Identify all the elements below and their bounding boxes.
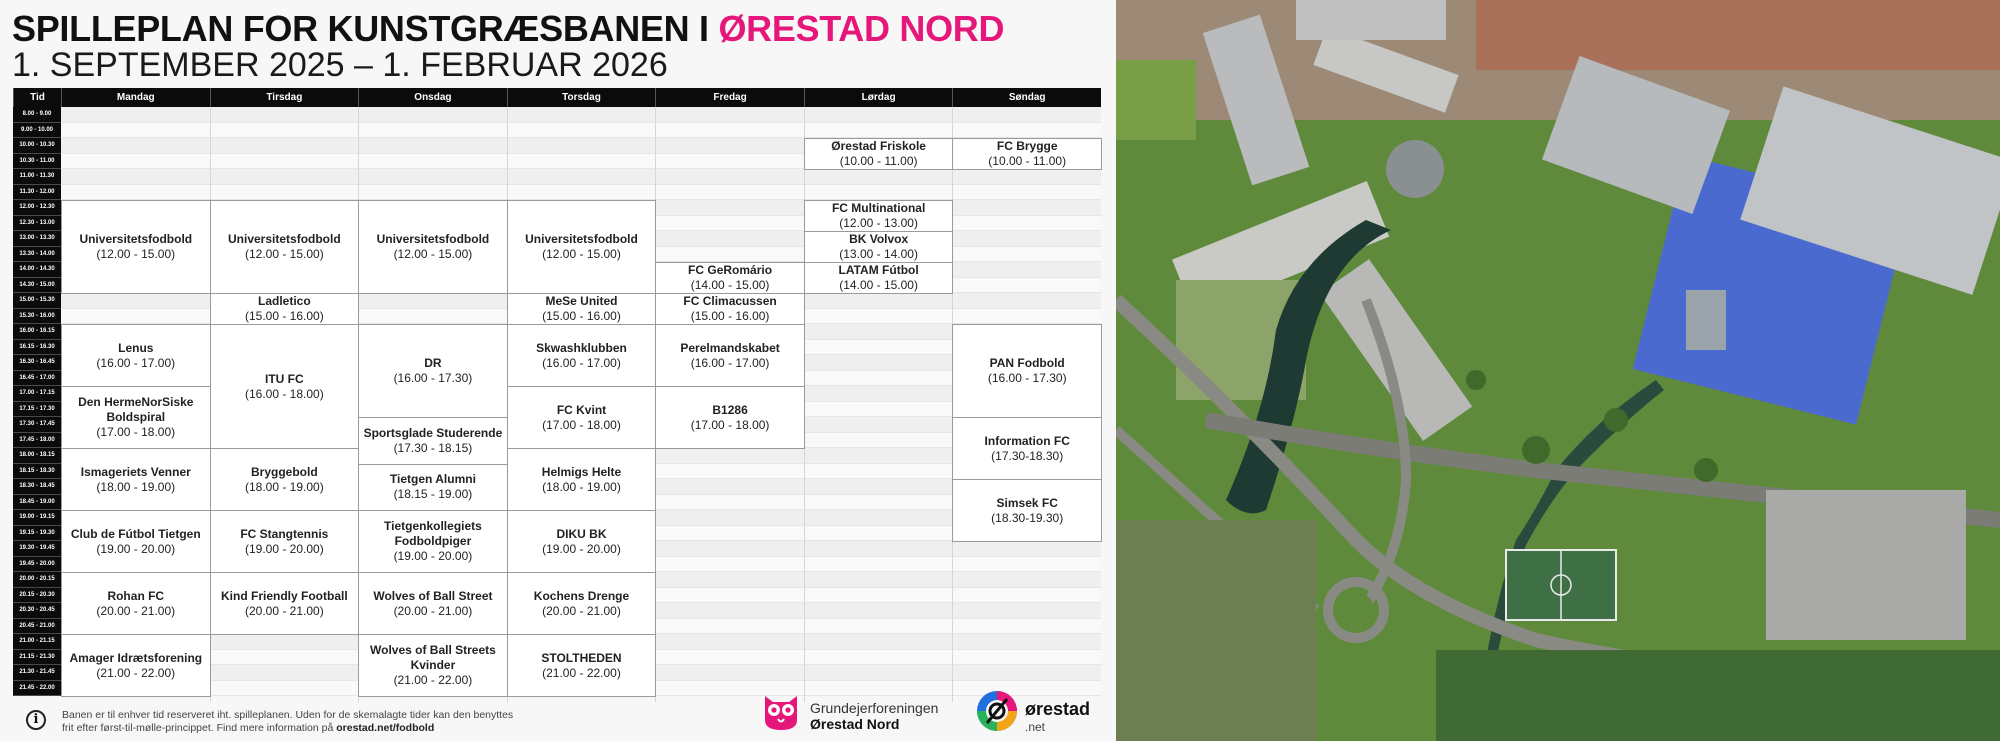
booking-team: LATAM Fútbol [838, 263, 919, 277]
footer-link[interactable]: orestad.net/fodbold [336, 722, 435, 734]
booking-block [804, 231, 954, 263]
booking-block [655, 293, 805, 325]
day-header: Mandag [61, 88, 210, 107]
time-label: 20.45 - 21.00 [13, 619, 61, 635]
schedule-row [61, 123, 1101, 139]
schedule-grid [13, 88, 1101, 702]
booking-time: (16.00 - 17.30) [393, 371, 473, 385]
booking-time: (21.00 - 22.00) [542, 665, 621, 680]
time-label: 16.45 - 17.00 [13, 371, 61, 387]
schedule-row [61, 169, 1101, 185]
booking-time: (17.30-18.30) [991, 448, 1064, 463]
booking-team: FC Kvint [556, 402, 607, 417]
booking-time: (15.00 - 16.00) [690, 309, 770, 323]
time-label: 8.00 - 9.00 [13, 107, 61, 123]
booking-time: (20.00 - 21.00) [542, 603, 621, 618]
booking-time: (14.00 - 15.00) [839, 278, 918, 292]
time-label: 13.30 - 14.00 [13, 247, 61, 263]
booking-block [507, 634, 657, 697]
time-label: 15.30 - 16.00 [13, 309, 61, 325]
booking-team: Amager Idrætsforening [69, 650, 203, 665]
grundejer-logo-text [810, 700, 938, 732]
booking-team: ITU FC [265, 371, 304, 386]
booking-team: Wolves of Ball Street [373, 588, 493, 603]
booking-time: (17.00 - 18.00) [542, 417, 621, 432]
booking-block [952, 417, 1102, 480]
time-label: 19.15 - 19.30 [13, 526, 61, 542]
booking-block [61, 386, 211, 449]
day-header: Søndag [952, 88, 1101, 107]
footer-note [62, 709, 522, 735]
booking-team: Rohan FC [107, 588, 165, 603]
booking-block [507, 510, 657, 573]
booking-block [507, 572, 657, 635]
logo2-sub: .net [1025, 720, 1046, 734]
booking-team: Club de Fútbol Tietgen [70, 526, 201, 541]
booking-block [507, 448, 657, 511]
booking-block [210, 200, 360, 294]
day-header: Torsdag [507, 88, 656, 107]
booking-team: Universitetsfodbold [79, 232, 193, 246]
time-label: 21.00 - 21.15 [13, 634, 61, 650]
booking-block [61, 448, 211, 511]
time-label: 16.30 - 16.45 [13, 355, 61, 371]
time-label: 18.15 - 18.30 [13, 464, 61, 480]
time-label: 12.00 - 12.30 [13, 200, 61, 216]
booking-time: (16.00 - 17.00) [690, 355, 770, 370]
time-label: 21.15 - 21.30 [13, 650, 61, 666]
booking-time: (10.00 - 11.00) [988, 154, 1067, 168]
booking-block [655, 386, 805, 449]
booking-block [358, 464, 508, 512]
booking-team: Universitetsfodbold [376, 232, 490, 246]
booking-team: BK Volvox [849, 232, 909, 246]
day-header: Fredag [655, 88, 804, 107]
booking-time: (12.00 - 15.00) [244, 247, 324, 261]
booking-block [210, 572, 360, 635]
time-label: 17.45 - 18.00 [13, 433, 61, 449]
booking-team: FC Stangtennis [240, 526, 329, 541]
aerial-map-illustration [1116, 0, 2000, 741]
schedule-row [61, 185, 1101, 201]
time-label: 18.30 - 18.45 [13, 479, 61, 495]
booking-block [507, 293, 657, 325]
booking-time: (18.30-19.30) [991, 510, 1064, 525]
booking-team: MeSe United [545, 294, 618, 308]
time-label: 21.30 - 21.45 [13, 665, 61, 681]
time-column-header: Tid [13, 88, 61, 107]
booking-block [61, 324, 211, 387]
booking-time: (21.00 - 22.00) [393, 673, 473, 687]
booking-time: (18.00 - 19.00) [542, 479, 621, 494]
booking-team: FC Climacussen [683, 294, 777, 308]
booking-team: Perelmandskabet [680, 340, 780, 355]
booking-time: (13.00 - 14.00) [839, 247, 918, 261]
booking-team: Simsek FC [996, 495, 1058, 510]
booking-time: (12.00 - 15.00) [96, 247, 176, 261]
booking-time: (12.00 - 15.00) [393, 247, 473, 261]
orestad-logo-icon [974, 688, 1020, 734]
booking-team: Bryggebold [251, 464, 318, 479]
booking-time: (20.00 - 21.00) [96, 603, 176, 618]
time-label: 9.00 - 10.00 [13, 123, 61, 139]
booking-block [210, 448, 360, 511]
day-header: Tirsdag [210, 88, 359, 107]
booking-time: (18.00 - 19.00) [244, 479, 324, 494]
booking-team: B1286 [712, 402, 748, 417]
time-label: 20.15 - 20.30 [13, 588, 61, 604]
booking-team: PAN Fodbold [989, 356, 1065, 370]
info-icon: i [26, 710, 46, 730]
time-label: 18.45 - 19.00 [13, 495, 61, 511]
time-label: 17.15 - 17.30 [13, 402, 61, 418]
booking-block [61, 634, 211, 697]
booking-team: Den HermeNorSiske Boldspiral [78, 395, 194, 424]
booking-team: DR [424, 356, 442, 370]
day-header: Onsdag [358, 88, 507, 107]
booking-block [655, 262, 805, 294]
booking-block [358, 324, 508, 418]
footer-note-text: Banen er til enhver tid reserveret iht. spilleplanen. Uden for de skemalagte tider kan den benyttes frit efter først-til-mølle-princippet. Find mere information på [62, 709, 514, 734]
booking-team: Helmigs Helte [541, 464, 622, 479]
logo1-sub: Ørestad Nord [810, 716, 900, 732]
booking-block [804, 262, 954, 294]
title-accent: ØRESTAD NORD [718, 8, 1005, 49]
booking-time: (18.00 - 19.00) [96, 479, 176, 494]
booking-time: (10.00 - 11.00) [839, 154, 918, 168]
booking-team: Lenus [118, 340, 154, 355]
logo2-name: ørestad [1025, 699, 1091, 719]
booking-time: (16.00 - 17.00) [542, 355, 621, 370]
time-label: 17.30 - 17.45 [13, 417, 61, 433]
booking-time: (19.00 - 20.00) [244, 541, 324, 556]
booking-team: Information FC [984, 433, 1070, 448]
orestad-net-text [1025, 700, 1090, 736]
booking-team: Tietgen Alumni [389, 472, 476, 487]
booking-time: (14.00 - 15.00) [690, 278, 770, 292]
booking-block [358, 634, 508, 697]
time-label: 13.00 - 13.30 [13, 231, 61, 247]
day-header: Lørdag [804, 88, 953, 107]
booking-team: Sportsglade Studerende [363, 425, 503, 440]
booking-time: (16.00 - 17.00) [96, 355, 176, 370]
aerial-photo [1116, 0, 2000, 741]
schedule-row [61, 107, 1101, 123]
booking-block [210, 510, 360, 573]
booking-team: FC Multinational [831, 201, 926, 215]
booking-block [804, 138, 954, 170]
time-label: 12.30 - 13.00 [13, 216, 61, 232]
booking-time: (19.00 - 20.00) [96, 541, 176, 556]
booking-block [507, 324, 657, 387]
booking-time: (17.00 - 18.00) [690, 417, 770, 432]
time-label: 16.15 - 16.30 [13, 340, 61, 356]
time-label: 14.30 - 15.00 [13, 278, 61, 294]
booking-team: Wolves of Ball Streets Kvinder [370, 643, 496, 672]
booking-team: FC GeRomário [688, 263, 773, 277]
booking-block [61, 572, 211, 635]
time-label: 11.00 - 11.30 [13, 169, 61, 185]
booking-time: (20.00 - 21.00) [244, 603, 324, 618]
booking-block [507, 386, 657, 449]
booking-team: Kind Friendly Football [221, 588, 348, 603]
booking-block [507, 200, 657, 294]
logo1-name: Grundejerforeningen [810, 700, 939, 716]
time-label: 19.45 - 20.00 [13, 557, 61, 573]
booking-team: DIKU BK [556, 526, 607, 541]
booking-block [61, 200, 211, 294]
booking-team: Ladletico [258, 294, 311, 308]
time-label: 10.00 - 10.30 [13, 138, 61, 154]
booking-team: STOLTHEDEN [541, 650, 622, 665]
time-label: 11.30 - 12.00 [13, 185, 61, 201]
booking-team: Kochens Drenge [533, 588, 630, 603]
booking-block [655, 324, 805, 387]
page-subtitle: 1. SEPTEMBER 2025 – 1. FEBRUAR 2026 [12, 46, 668, 84]
time-label: 15.00 - 15.30 [13, 293, 61, 309]
booking-time: (12.00 - 13.00) [839, 216, 918, 230]
booking-time: (12.00 - 15.00) [542, 247, 621, 261]
booking-time: (16.00 - 17.30) [987, 371, 1067, 385]
time-label: 20.30 - 20.45 [13, 603, 61, 619]
booking-team: Skwashklubben [536, 340, 627, 355]
time-label: 16.00 - 16.15 [13, 324, 61, 340]
booking-block [210, 293, 360, 325]
booking-time: (15.00 - 16.00) [244, 309, 324, 323]
time-label: 21.45 - 22.00 [13, 681, 61, 697]
booking-block [952, 324, 1102, 418]
booking-team: Universitetsfodbold [525, 232, 638, 246]
booking-time: (21.00 - 22.00) [96, 665, 176, 680]
booking-time: (19.00 - 20.00) [542, 541, 621, 556]
owl-logo-icon [760, 690, 802, 732]
booking-block [358, 572, 508, 635]
title-main: SPILLEPLAN FOR KUNSTGRÆSBANEN I [12, 8, 719, 49]
booking-block [952, 138, 1102, 170]
booking-time: (19.00 - 20.00) [393, 549, 473, 563]
page-title [12, 8, 1004, 50]
booking-block [358, 200, 508, 294]
booking-time: (15.00 - 16.00) [542, 309, 621, 323]
time-label: 19.00 - 19.15 [13, 510, 61, 526]
time-label: 17.00 - 17.15 [13, 386, 61, 402]
booking-block [358, 510, 508, 573]
booking-block [210, 324, 360, 449]
booking-team: Universitetsfodbold [228, 232, 341, 246]
booking-time: (17.30 - 18.15) [393, 440, 473, 455]
booking-time: (18.15 - 19.00) [393, 487, 473, 502]
booking-block [804, 200, 954, 232]
booking-time: (16.00 - 18.00) [244, 386, 324, 401]
booking-time: (17.00 - 18.00) [96, 425, 176, 439]
booking-block [358, 417, 508, 465]
booking-team: Ismageriets Venner [80, 464, 191, 479]
time-label: 14.00 - 14.30 [13, 262, 61, 278]
time-label: 18.00 - 18.15 [13, 448, 61, 464]
booking-team: Tietgenkollegiets Fodboldpiger [384, 519, 482, 548]
booking-team: Ørestad Friskole [831, 139, 926, 153]
time-label: 20.00 - 20.15 [13, 572, 61, 588]
booking-time: (20.00 - 21.00) [393, 603, 473, 618]
booking-team: FC Brygge [996, 139, 1058, 153]
booking-block [952, 479, 1102, 542]
time-label: 10.30 - 11.00 [13, 154, 61, 170]
booking-block [61, 510, 211, 573]
time-label: 19.30 - 19.45 [13, 541, 61, 557]
